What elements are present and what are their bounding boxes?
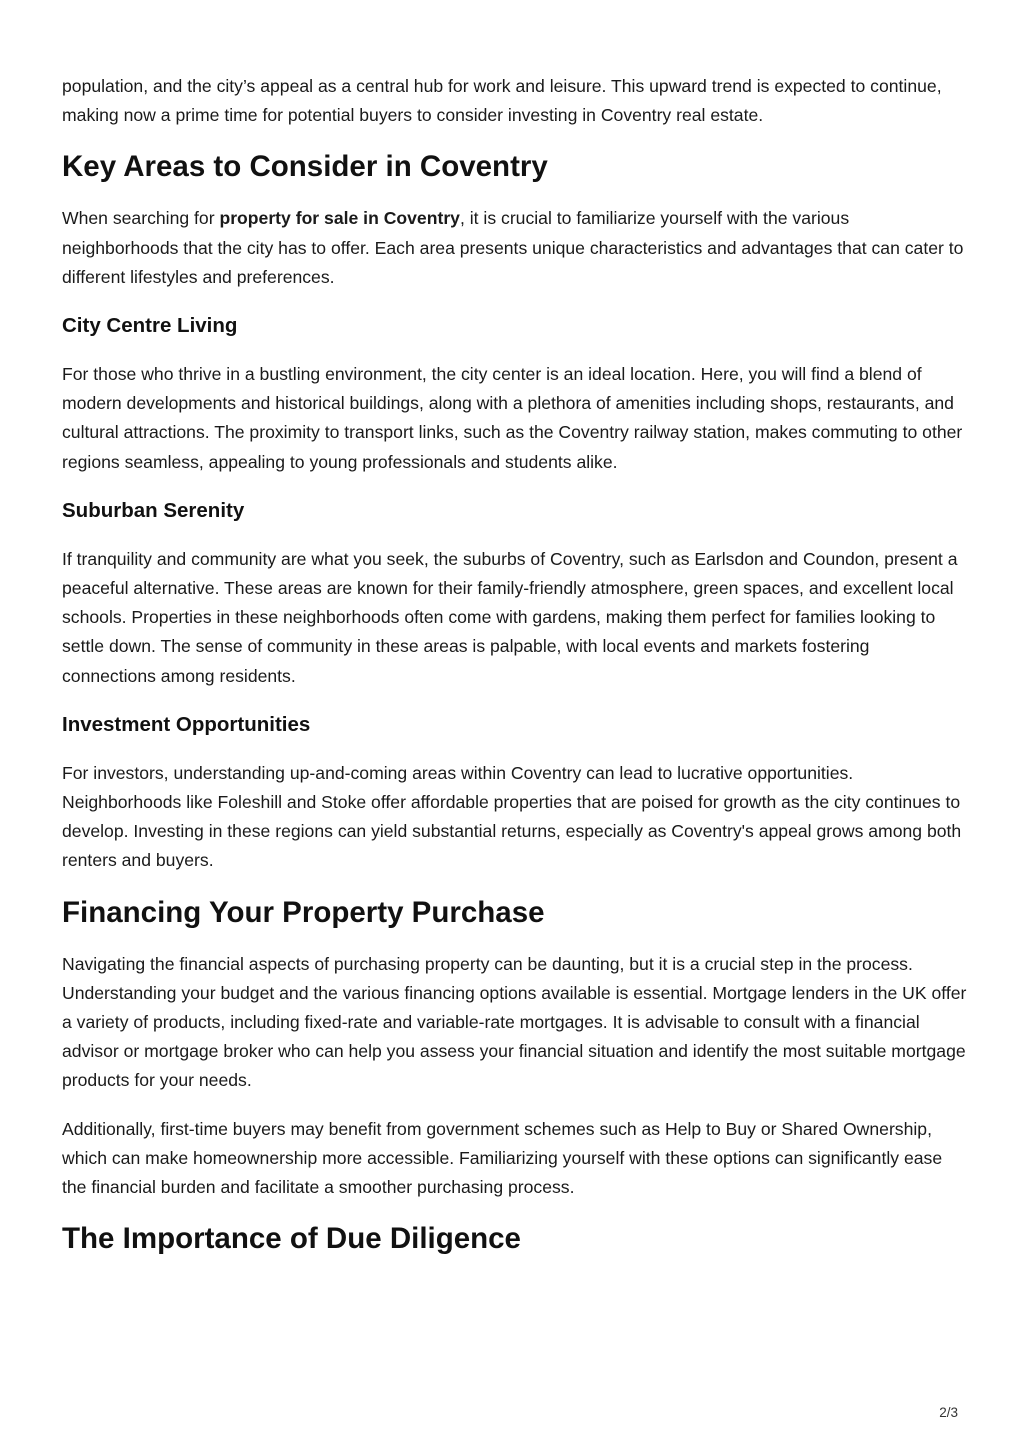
heading-investment: Investment Opportunities (62, 712, 311, 736)
financing-paragraph-1: Navigating the financial aspects of purchasing property can be daunting, but it is a crucial step in the process. Understanding your budget and the various financing options available is essential. Mortgage lenders in the UK offer a variety of products, including fixed-rate and variable-rate mortgages. It is advisable to consult with a financial advisor or mortgage broker who can help you assess your financial situation and identify the most suitable mortgage products for your needs. (62, 953, 967, 1091)
suburban-paragraph: If tranquility and community are what you seek, the suburbs of Coventry, such as Earlsdon and Coundon, present a peaceful alternative. These areas are known for their family-friendly atmosphere, green spaces, and excellent local schools. Properties in these neighborhoods often come with gardens, making them perfect for families looking to settle down. The sense of community in these areas is palpable, with local events and markets fostering connections among residents. (62, 548, 958, 686)
financing-paragraph-2: Additionally, first-time buyers may benefit from government schemes such as Help to Buy or Shared Ownership, which can make homeownership more accessible. Familiarizing yourself with these options can significantly ease the financial burden and facilitate a smoother purchasing process. (62, 1118, 943, 1198)
heading-financing: Financing Your Property Purchase (62, 895, 545, 929)
intro-paragraph: population, and the city’s appeal as a central hub for work and leisure. This upward trend is expected to continue, making now a prime time for potential buyers to consider investing in Coventry real estate. (62, 76, 942, 126)
page-number: 2/3 (939, 1405, 958, 1420)
key-areas-paragraph (62, 204, 967, 292)
heading-due-diligence: The Importance of Due Diligence (62, 1222, 521, 1256)
investment-paragraph: For investors, understanding up-and-coming areas within Coventry can lead to lucrative opportunities. Neighborhoods like Foleshill and Stoke offer affordable properties that are poised for growth as the city continues to develop. Investing in these regions can yield substantial returns, especially as Coventry's appeal grows among both renters and buyers. (62, 762, 962, 871)
key-areas-text-before: When searching for (62, 208, 220, 229)
heading-city-centre: City Centre Living (62, 314, 238, 338)
key-areas-text-after: , it is crucial to familiarize yourself with the various neighborhoods that the city has to offer. Each area presents unique characteristics and advantages that can cater to different lifestyles and preferences. (62, 208, 964, 287)
heading-suburban: Suburban Serenity (62, 498, 245, 522)
heading-key-areas: Key Areas to Consider in Coventry (62, 150, 548, 184)
document-page (62, 72, 967, 1276)
city-centre-paragraph: For those who thrive in a bustling environment, the city center is an ideal location. Here, you will find a blend of modern developments and historical buildings, along with a plethora of amenities including shops, restaurants, and cultural attractions. The proximity to transport links, such as the Coventry railway station, makes commuting to other regions seamless, appealing to young professionals and students alike. (62, 364, 963, 472)
key-areas-bold-phrase: property for sale in Coventry (219, 208, 460, 229)
